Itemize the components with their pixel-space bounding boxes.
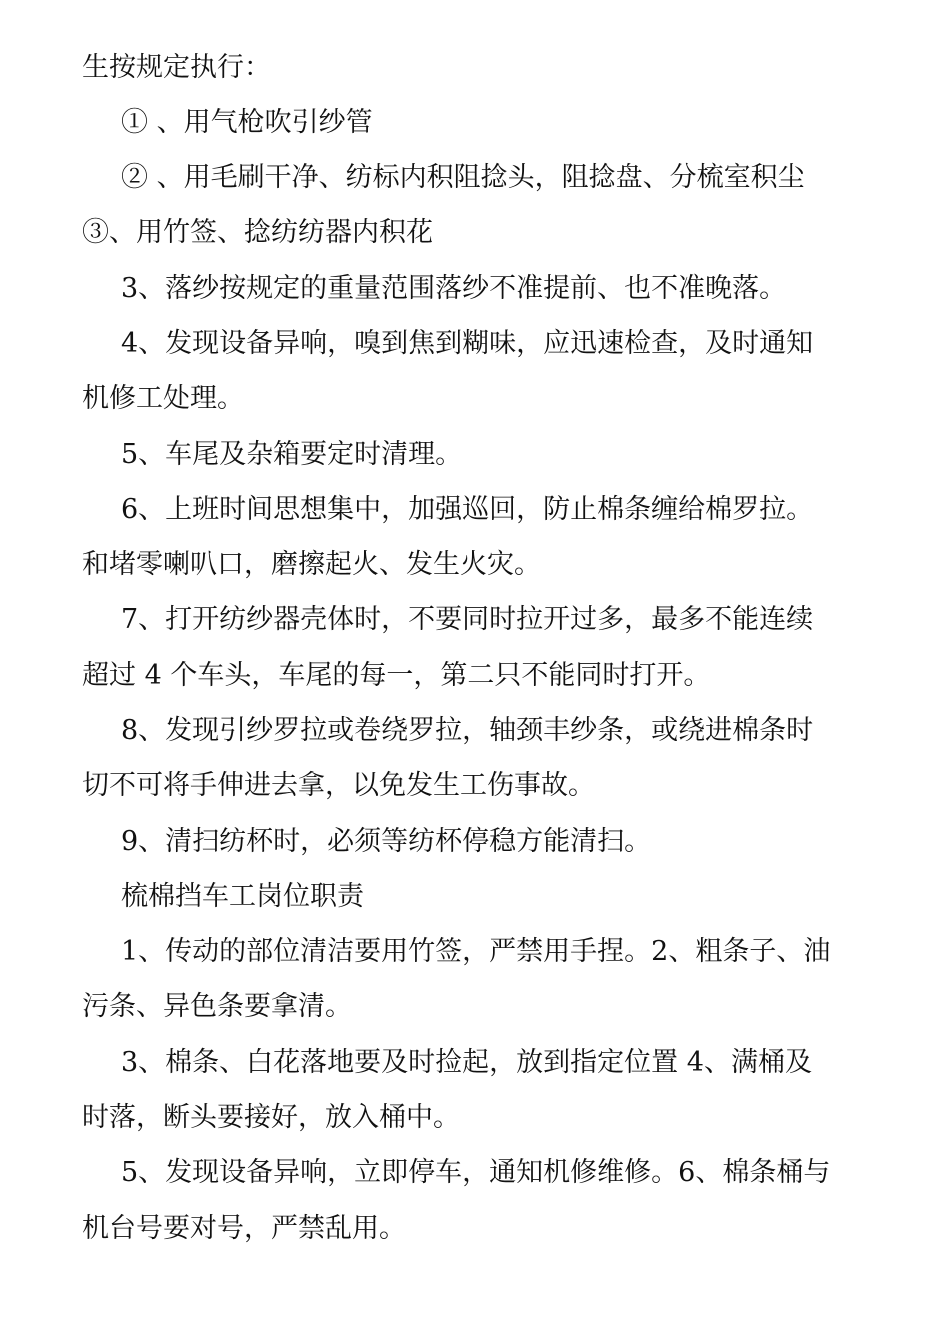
- text-line: 3、棉条、白花落地要及时捡起，放到指定位置 4、满桶及: [121, 1047, 812, 1078]
- text-line: ① 、用气枪吹引纱管: [121, 107, 373, 138]
- text-line: 7、打开纺纱器壳体时，不要同时拉开过多，最多不能连续: [121, 604, 814, 635]
- text-line: 9、清扫纺杯时，必须等纺杯停稳方能清扫。: [121, 826, 652, 857]
- text-line: 污条、异色条要拿清。: [82, 991, 352, 1022]
- text-line: 超过 4 个车头，车尾的每一，第二只不能同时打开。: [82, 660, 711, 691]
- text-line: 机修工处理。: [82, 383, 244, 414]
- text-line: 5、车尾及杂箱要定时清理。: [121, 439, 463, 470]
- text-line: 和堵零喇叭口，磨擦起火、发生火灾。: [82, 549, 541, 580]
- text-line: 8、发现引纱罗拉或卷绕罗拉，轴颈丰纱条，或绕进棉条时: [121, 715, 814, 746]
- text-line: 5、发现设备异响，立即停车，通知机修维修。6、棉条桶与: [121, 1157, 831, 1188]
- text-line: 生按规定执行：: [82, 52, 271, 83]
- text-line: 3、落纱按规定的重量范围落纱不准提前、也不准晚落。: [121, 273, 787, 304]
- text-line: 4、发现设备异响，嗅到焦到糊味，应迅速检查，及时通知: [121, 328, 814, 359]
- text-line: 1、传动的部位清洁要用竹签，严禁用手捏。2、粗条子、油: [121, 936, 831, 967]
- text-line: 时落，断头要接好，放入桶中。: [82, 1102, 460, 1133]
- section-heading: 梳棉挡车工岗位职责: [121, 881, 364, 912]
- text-line: 切不可将手伸进去拿，以免发生工伤事故。: [82, 770, 595, 801]
- text-line: 6、上班时间思想集中，加强巡回，防止棉条缠给棉罗拉。: [121, 494, 814, 525]
- text-line: ③、用竹签、捻纺纺器内积花: [82, 217, 433, 248]
- text-line: 机台号要对号，严禁乱用。: [82, 1213, 406, 1244]
- text-line: ② 、用毛刷干净、纺标内积阻捻头，阻捻盘、分梳室积尘: [121, 162, 805, 193]
